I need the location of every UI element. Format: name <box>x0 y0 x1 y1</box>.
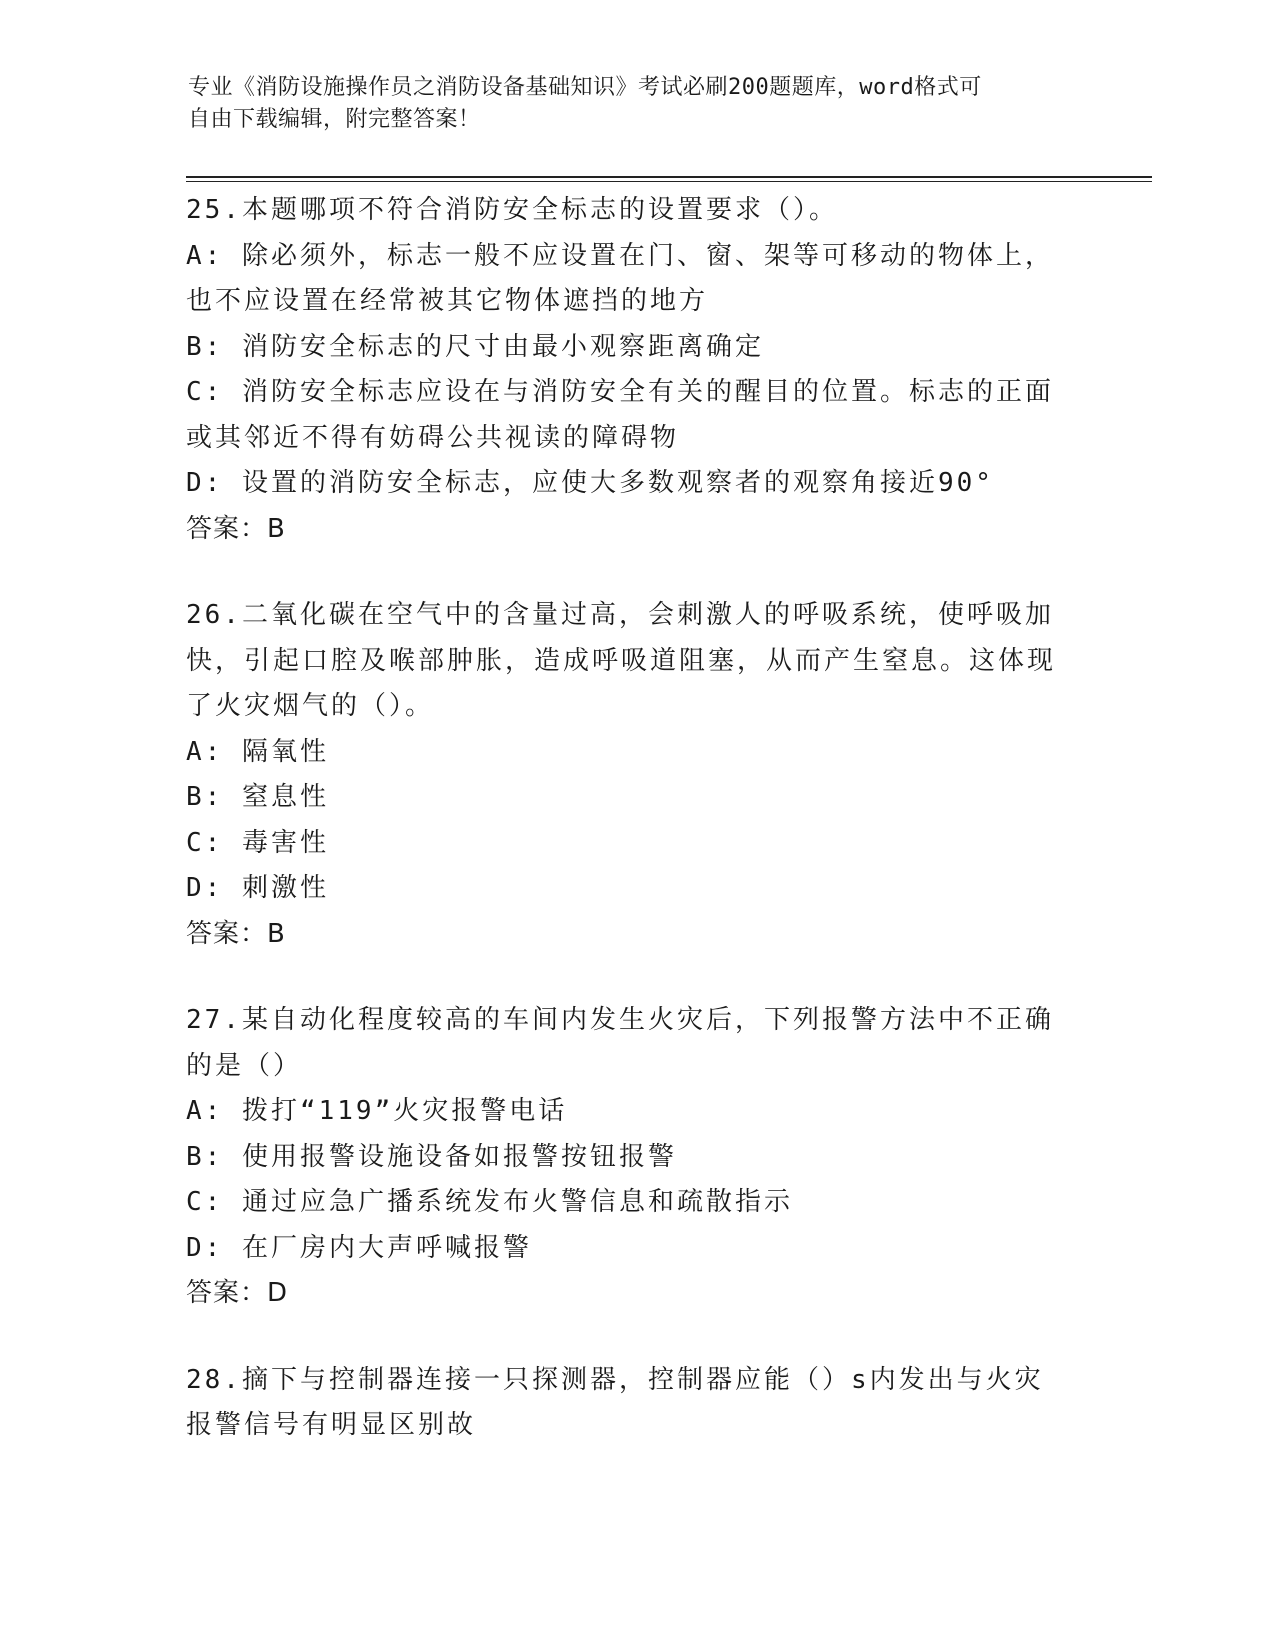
question-list <box>186 188 1066 1490</box>
question-26 <box>186 593 1066 957</box>
option-d: D: 设置的消防安全标志，应使大多数观察者的观察角接近90° <box>186 468 994 498</box>
option-b: B: 窒息性 <box>186 782 329 812</box>
header-line-1: 专业《消防设施操作员之消防设备基础知识》考试必刷200题题库，word格式可 <box>188 75 982 100</box>
answer: 答案：B <box>186 918 286 949</box>
option-b: B: 使用报警设施设备如报警按钮报警 <box>186 1141 677 1172</box>
option-c: C: 消防安全标志应设在与消防安全有关的醒目的位置。标志的正面或其邻近不得有妨碍公共视读的障碍物 <box>186 377 1054 453</box>
option-a: A: 拨打“119”火灾报警电话 <box>186 1096 568 1126</box>
question-28 <box>186 1358 1066 1449</box>
option-c: C: 通过应急广播系统发布火警信息和疏散指示 <box>186 1187 793 1217</box>
header-divider <box>186 176 1152 182</box>
option-d: D: 刺激性 <box>186 873 329 903</box>
question-25 <box>186 188 1066 552</box>
answer: 答案：D <box>186 1278 289 1308</box>
option-c: C: 毒害性 <box>186 827 329 858</box>
document-header <box>188 72 1068 136</box>
question-text: 28.摘下与控制器连接一只探测器，控制器应能（）s内发出与火灾报警信号有明显区别故 <box>186 1364 1044 1440</box>
option-d: D: 在厂房内大声呼喊报警 <box>186 1232 532 1263</box>
option-a: A: 隔氧性 <box>186 736 329 767</box>
question-27 <box>186 998 1066 1317</box>
question-text: 26.二氧化碳在空气中的含量过高，会刺激人的呼吸系统，使呼吸加快，引起口腔及喉部肿胀，造成呼吸道阻塞，从而产生窒息。这体现了火灾烟气的（）。 <box>186 600 1057 721</box>
answer: 答案：B <box>186 513 286 544</box>
question-text: 27.某自动化程度较高的车间内发生火灾后，下列报警方法中不正确的是（） <box>186 1005 1054 1081</box>
question-text: 25.本题哪项不符合消防安全标志的设置要求（）。 <box>186 195 838 225</box>
option-b: B: 消防安全标志的尺寸由最小观察距离确定 <box>186 331 764 362</box>
option-a: A: 除必须外，标志一般不应设置在门、窗、架等可移动的物体上，也不应设置在经常被其它物体遮挡的地方 <box>186 240 1054 316</box>
header-line-2: 自由下载编辑，附完整答案！ <box>188 107 481 132</box>
